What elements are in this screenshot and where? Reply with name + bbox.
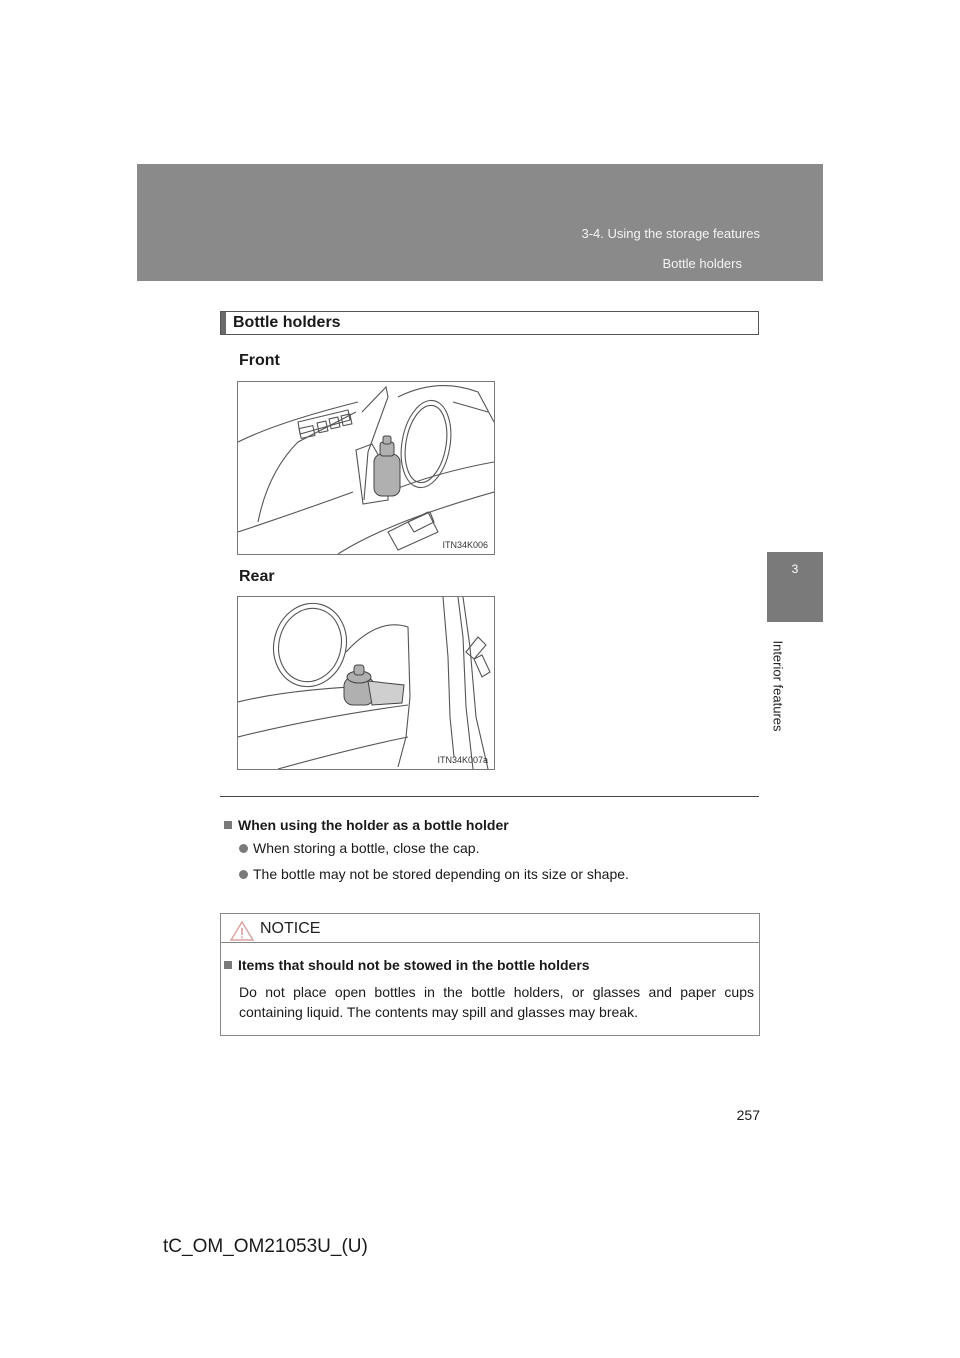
notice-body: Do not place open bottles in the bottle holders, or glasses and paper cups containing liquid. The contents may spill and glasses may break. (239, 984, 754, 1020)
note-item (239, 840, 479, 856)
note-item-text: The bottle may not be stored depending on its size or shape. (253, 866, 629, 882)
front-label: Front (239, 352, 280, 369)
rear-label: Rear (239, 568, 275, 585)
chapter-label-text: Interior features (770, 640, 786, 732)
section-title: Bottle holders (233, 314, 341, 331)
chapter-number: 3 (791, 562, 799, 576)
section-marker (221, 312, 226, 334)
notice-heading (224, 957, 590, 973)
rear-illustration (238, 597, 494, 769)
note-heading (224, 817, 509, 833)
document-code: tC_OM_OM21053U_(U) (163, 1236, 368, 1257)
dot-bullet-icon (239, 870, 248, 879)
rear-bottle-holder-figure (237, 596, 495, 770)
note-item (239, 866, 629, 882)
rear-figure-code: ITN34K007a (437, 755, 488, 765)
dot-bullet-icon (239, 844, 248, 853)
header-topic-title: Bottle holders (662, 256, 742, 271)
notice-divider (221, 942, 759, 943)
notice-heading-text: Items that should not be stowed in the bottle holders (238, 957, 590, 973)
note-item-text: When storing a bottle, close the cap. (253, 840, 480, 856)
chapter-label (766, 632, 790, 740)
notice-title: NOTICE (260, 920, 321, 937)
section-divider (220, 796, 759, 797)
front-illustration (238, 382, 494, 554)
notice-box (220, 913, 760, 1036)
square-bullet-icon (224, 821, 232, 829)
header-section-title: 3-4. Using the storage features (581, 226, 760, 241)
note-heading-text: When using the holder as a bottle holder (238, 817, 509, 833)
page-number: 257 (736, 1107, 760, 1123)
front-bottle-holder-figure (237, 381, 495, 555)
section-title-bar (220, 311, 759, 335)
square-bullet-icon (224, 961, 232, 969)
warning-triangle-icon (229, 920, 255, 942)
front-figure-code: ITN34K006 (442, 540, 488, 550)
chapter-tab (767, 552, 823, 622)
